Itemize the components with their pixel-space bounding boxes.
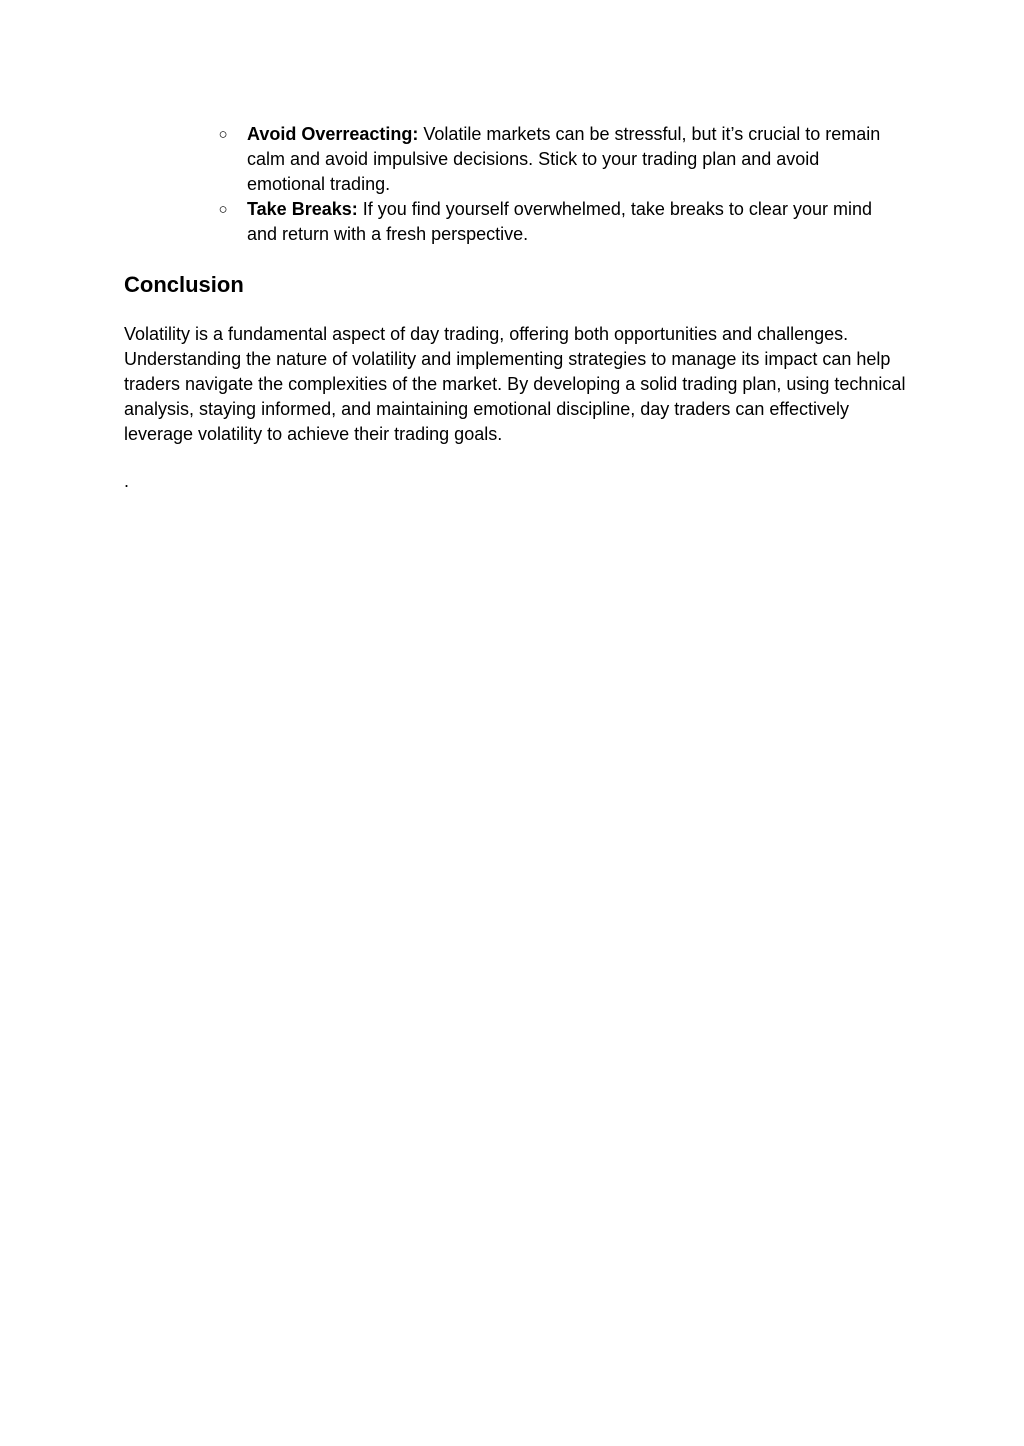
conclusion-paragraph: Volatility is a fundamental aspect of day trading, offering both opportunities and challenges. Understanding the nature of volatility and implementing strategies to manage its impact can help traders navigate the complexities of the market. By developing a solid trading plan, using technical analysis, staying informed, and maintaining emotional discipline, day traders can effectively leverage volatility to achieve their trading goals. [124, 324, 906, 444]
bullet-term: Take Breaks: [247, 199, 358, 219]
list-item [216, 122, 896, 197]
list-item [216, 197, 896, 247]
trailing-period: . [124, 471, 130, 491]
bullet-term: Avoid Overreacting: [247, 124, 419, 144]
hollow-circle-bullet-icon: ○ [218, 201, 228, 218]
hollow-circle-bullet-icon: ○ [218, 126, 228, 143]
bullet-text: Volatile markets can be stressful, but it’s crucial to remain calm and avoid impulsive decisions. Stick to your trading plan and avoid emotional trading. [247, 124, 881, 194]
bullet-text: If you find yourself overwhelmed, take breaks to clear your mind and return with a fresh perspective. [247, 199, 872, 244]
sub-bullet-list [216, 122, 896, 247]
section-heading: Conclusion [124, 272, 244, 297]
